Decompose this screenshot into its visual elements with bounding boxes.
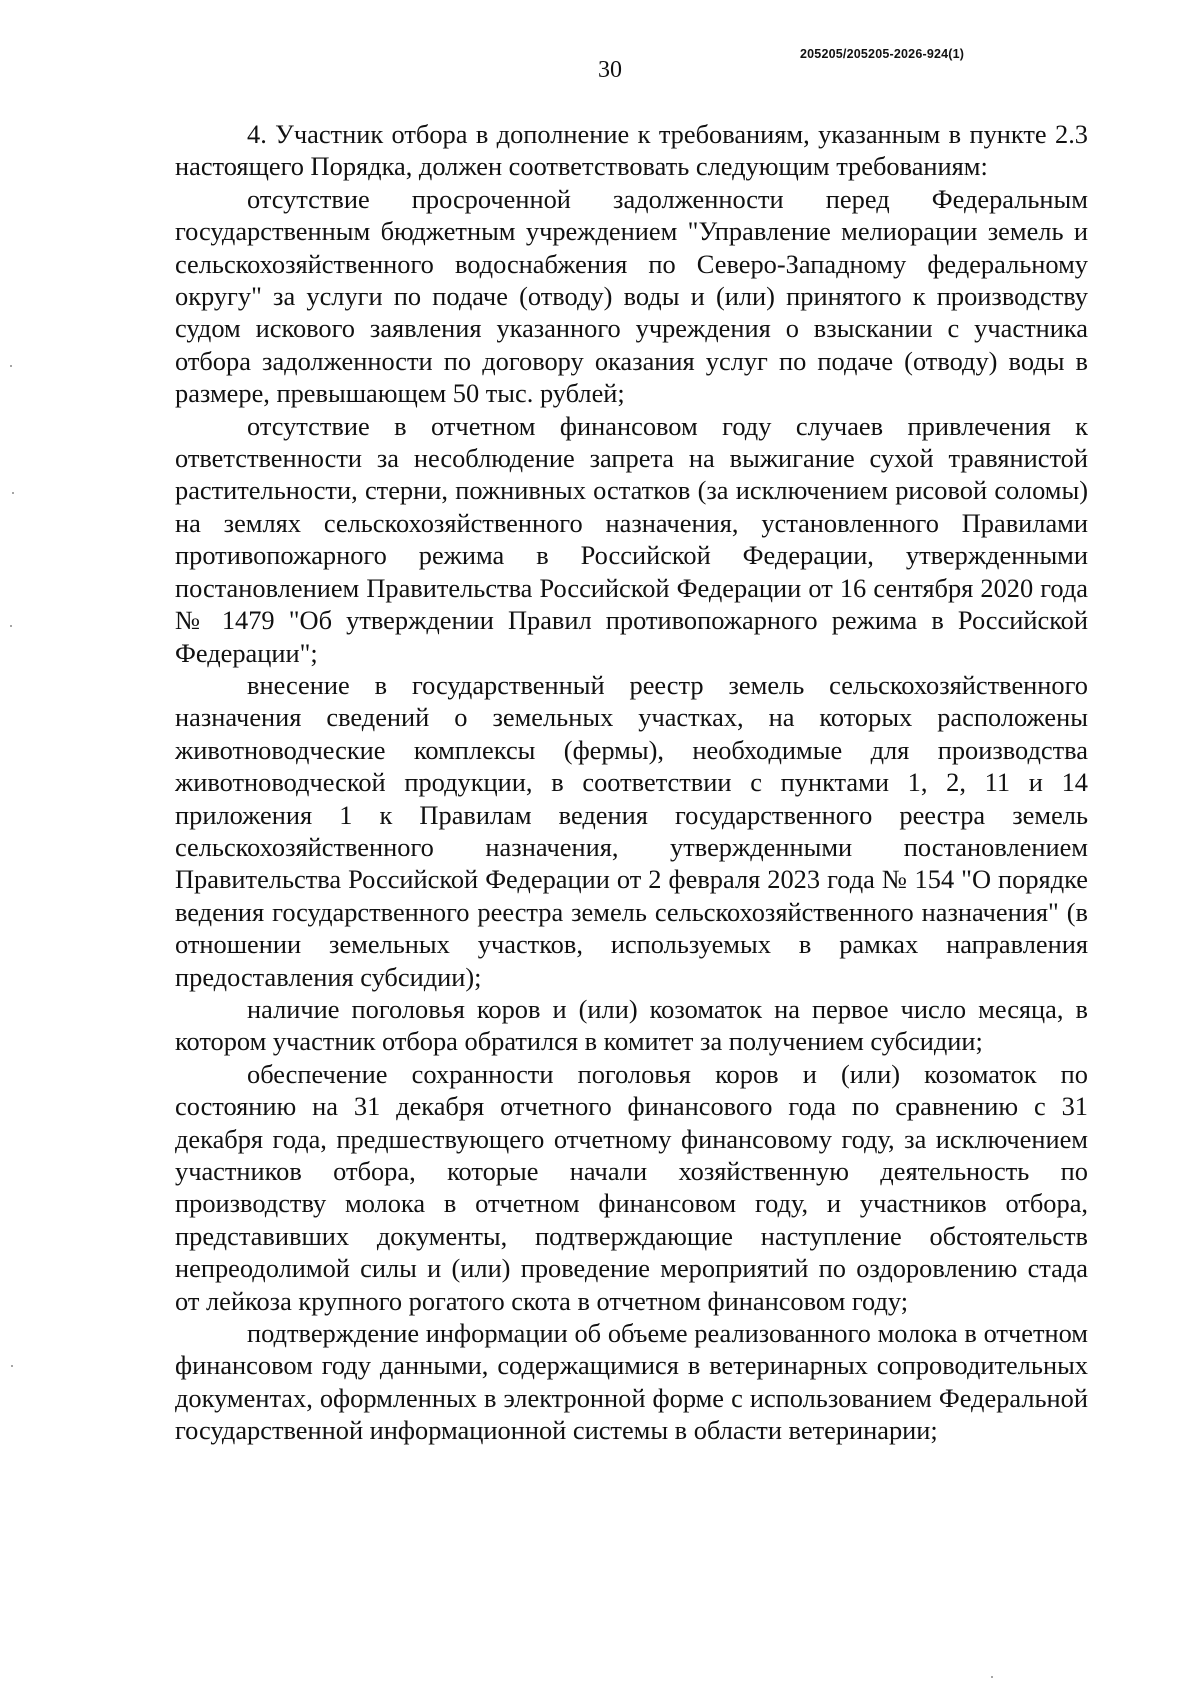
page-number: 30: [598, 57, 622, 83]
document-code: 205205/205205-2026-924(1): [800, 47, 965, 61]
scan-speck: [991, 1676, 993, 1678]
scan-speck: [10, 365, 12, 367]
paragraph-no-overdue-debt: отсутствие просроченной задолженности перед Федеральным государственным бюджетным учреждением "Управление мелиорации земель и сельскохозяйственного водоснабжения по Северо-Западному федеральному округу" за услуги по подаче (отводу) воды и (или) принятого к производству судом искового заявления указанного учреждения о взыскании с участника отбора задолженности по договору оказания услуг по подаче (отводу) воды в размере, превышающем 50 тыс. рублей;: [175, 183, 1088, 409]
scan-speck: [10, 625, 12, 627]
paragraph-requirements-intro: 4. Участник отбора в дополнение к требованиям, указанным в пункте 2.3 настоящего Порядка, должен соответствовать следующим требованиям:: [175, 119, 1088, 182]
paragraph-milk-volume-confirmation: подтверждение информации об объеме реализованного молока в отчетном финансовом году данными, содержащимися в ветеринарных сопроводительных документах, оформленных в электронной форме с использованием Федеральной государственной информационной системы в области ветеринарии;: [175, 1318, 1088, 1446]
paragraph-no-burning-violations: отсутствие в отчетном финансовом году случаев привлечения к ответственности за несоблюдение запрета на выжигание сухой травянистой растительности, стерни, пожнивных остатков (за исключением рисовой соломы) на землях сельскохозяйственного назначения, установленного Правилами противопожарного режима в Российской Федерации, утвержденными постановлением Правительства Российской Федерации от 16 сентября 2020 года № 1479 "Об утверждении Правил противопожарного режима в Российской Федерации";: [175, 410, 1088, 668]
document-body: [175, 118, 1088, 1447]
scan-speck: [12, 492, 14, 494]
paragraph-livestock-presence: наличие поголовья коров и (или) козоматок на первое число месяца, в котором участник отбора обратился в комитет за получением субсидии;: [175, 993, 1088, 1057]
paragraph-land-registry: внесение в государственный реестр земель сельскохозяйственного назначения сведений о земельных участках, на которых расположены животноводческие комплексы (фермы), необходимые для производства животноводческой продукции, в соответствии с пунктами 1, 2, 11 и 14 приложения 1 к Правилам ведения государственного реестра земель сельскохозяйственного назначения, утвержденными постановлением Правительства Российской Федерации от 2 февраля 2023 года № 154 "О порядке ведения государственного реестра земель сельскохозяйственного назначения" (в отношении земельных участков, используемых в рамках направления предоставления субсидии);: [175, 669, 1088, 992]
scan-speck: [11, 1365, 13, 1367]
paragraph-livestock-preservation: обеспечение сохранности поголовья коров и (или) козоматок по состоянию на 31 декабря отчетного финансового года по сравнению с 31 декабря года, предшествующего отчетному финансовому году, за исключением участников отбора, которые начали хозяйственную деятельность по производству молока в отчетном финансовом году, и участников отбора, представивших документы, подтверждающие наступление обстоятельств непреодолимой силы и (или) проведение мероприятий по оздоровлению стада от лейкоза крупного рогатого скота в отчетном финансовом году;: [175, 1058, 1088, 1316]
